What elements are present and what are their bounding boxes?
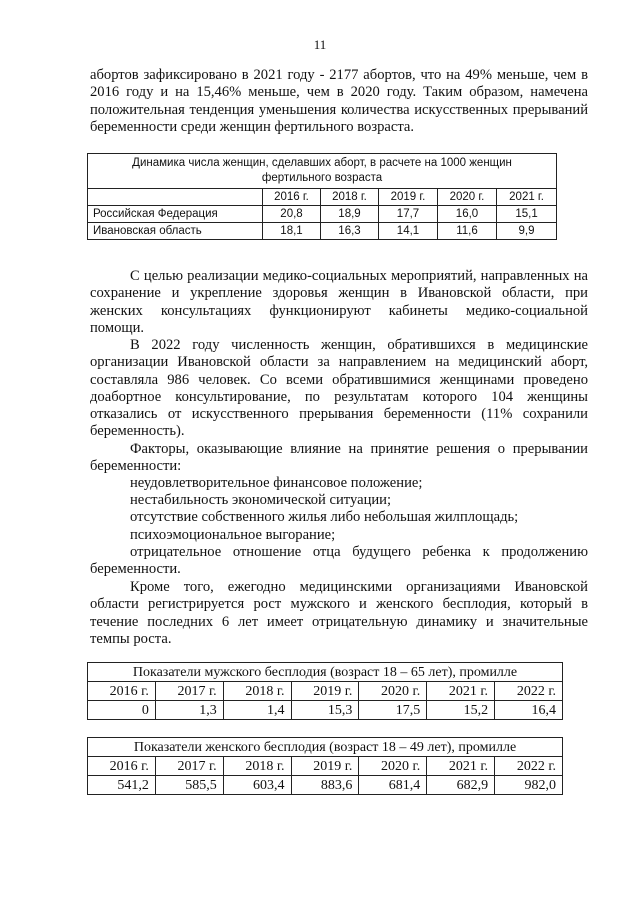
table-header-year: 2018 г. [223, 757, 291, 776]
abortion-dynamics-table [87, 153, 557, 240]
paragraph-consultation-results: В 2022 году численность женщин, обратившихся в медицинские организации Ивановской области за направлением на медицинский аборт, составляла 986 человек. Со всеми обратившимися женщинами проведено доабортное консультирование, по результатам которого 104 женщины отказались от искусственного прерывания беременности (11% сохранили беременность). [90, 337, 588, 440]
table-header-year: 2021 г. [427, 757, 495, 776]
factor-list-item-last: отрицательное отношение отца будущего ребенка к продолжению беременности. [90, 544, 588, 578]
table-cell: 15,3 [291, 701, 359, 720]
table-cell: 17,7 [379, 206, 438, 223]
paragraph-infertility: Кроме того, ежегодно медицинскими организациями Ивановской области регистрируется рост мужского и женского бесплодия, который в течение последних 6 лет имеет отрицательную динамику и значительные темпы роста. [90, 579, 588, 647]
table-cell: 1,4 [223, 701, 291, 720]
table-header-year: 2016 г. [88, 682, 156, 701]
table-cell: 0 [88, 701, 156, 720]
table-row [88, 776, 563, 795]
table-row [88, 223, 557, 240]
table-cell: 20,8 [263, 206, 321, 223]
table-cell: 585,5 [155, 776, 223, 795]
table-cell: 16,3 [321, 223, 379, 240]
table-header-year: 2022 г. [495, 682, 563, 701]
table-header-year: 2020 г. [359, 757, 427, 776]
table-row [88, 701, 563, 720]
table-cell: 16,4 [495, 701, 563, 720]
table-header-year: 2019 г. [291, 757, 359, 776]
table-cell: 15,1 [497, 206, 557, 223]
table-cell: 681,4 [359, 776, 427, 795]
table-header-empty [88, 189, 263, 206]
table-cell: 603,4 [223, 776, 291, 795]
female-infertility-table [87, 737, 563, 795]
table-header-year: 2019 г. [291, 682, 359, 701]
paragraph-factors-intro: Факторы, оказывающие влияние на принятие решения о прерывании беременности: [90, 441, 588, 475]
table-header-year: 2022 г. [495, 757, 563, 776]
table-header-year: 2017 г. [155, 682, 223, 701]
table-header-year: 2016 г. [88, 757, 156, 776]
paragraph-abortion-stats: абортов зафиксировано в 2021 году - 2177 абортов, что на 49% меньше, чем в 2016 году и на 15,46% меньше, чем в 2020 году. Таким образом, намечена положительная тенденция уменьшения количества искусственных прерываний беременности среди женщин фертильного возраста. [90, 67, 588, 135]
table-header-year: 2019 г. [379, 189, 438, 206]
table-cell: 14,1 [379, 223, 438, 240]
male-infertility-table [87, 662, 563, 720]
table-caption: Показатели мужского бесплодия (возраст 18 – 65 лет), промилле [88, 663, 563, 682]
table-cell: 682,9 [427, 776, 495, 795]
table-cell: 982,0 [495, 776, 563, 795]
table-header-year: 2018 г. [223, 682, 291, 701]
table-cell: 9,9 [497, 223, 557, 240]
table-cell: 1,3 [155, 701, 223, 720]
row-label: Ивановская область [88, 223, 263, 240]
page-number: 11 [313, 37, 327, 52]
factor-list-item: нестабильность экономической ситуации; [130, 492, 392, 508]
table-header-year: 2016 г. [263, 189, 321, 206]
table-header-year: 2018 г. [321, 189, 379, 206]
paragraph-medical-social-aid: С целью реализации медико-социальных мероприятий, направленных на сохранение и укрепление здоровья женщин в Ивановской области, при женских консультациях функционируют кабинеты медико-социальной помощи. [90, 268, 588, 336]
table-cell: 16,0 [438, 206, 497, 223]
factor-list-item: неудовлетворительное финансовое положение; [130, 475, 423, 491]
table-header-year: 2021 г. [497, 189, 557, 206]
table-caption: Динамика числа женщин, сделавших аборт, в расчете на 1000 женщин фертильного возраста [88, 154, 557, 189]
factor-list-item: психоэмоциональное выгорание; [130, 527, 336, 543]
table-header-year: 2020 г. [438, 189, 497, 206]
row-label: Российская Федерация [88, 206, 263, 223]
table-caption: Показатели женского бесплодия (возраст 18 – 49 лет), промилле [88, 738, 563, 757]
table-cell: 15,2 [427, 701, 495, 720]
table-header-year: 2021 г. [427, 682, 495, 701]
table-cell: 18,9 [321, 206, 379, 223]
table-cell: 17,5 [359, 701, 427, 720]
table-cell: 11,6 [438, 223, 497, 240]
table-row [88, 206, 557, 223]
table-cell: 18,1 [263, 223, 321, 240]
table-cell: 541,2 [88, 776, 156, 795]
table-header-year: 2017 г. [155, 757, 223, 776]
table-cell: 883,6 [291, 776, 359, 795]
factor-list-item: отсутствие собственного жилья либо небольшая жилплощадь; [130, 509, 519, 525]
table-header-year: 2020 г. [359, 682, 427, 701]
